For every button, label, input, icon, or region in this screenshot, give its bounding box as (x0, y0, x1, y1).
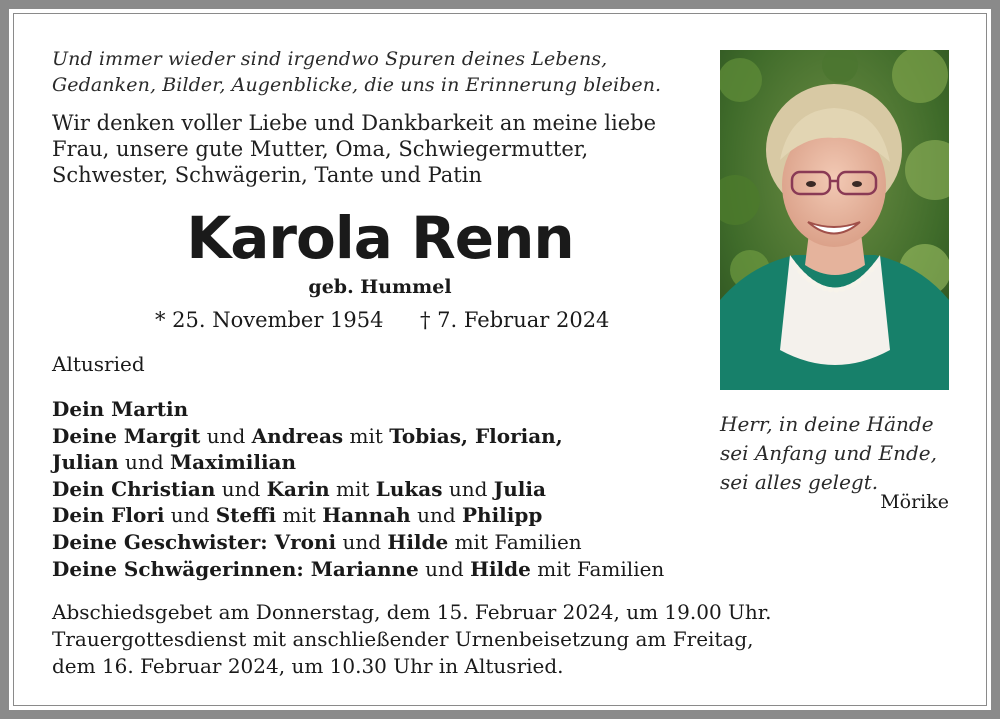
portrait-photo (720, 50, 949, 390)
service-line: Abschiedsgebet am Donnerstag, dem 15. Februar 2024, um 19.00 Uhr. (52, 600, 772, 624)
quote-line: sei Anfang und Ende, (720, 441, 937, 465)
mourner-line (52, 529, 664, 556)
mourner-connector: mit Familien (448, 529, 582, 554)
mourner-name: Dein Martin (52, 397, 189, 421)
mourner-connector: und (442, 476, 494, 501)
intro-line: Wir denken voller Liebe und Dankbarkeit an meine liebe (52, 111, 657, 135)
mourner-name: Dein Flori (52, 503, 165, 528)
service-line: dem 16. Februar 2024, um 10.30 Uhr in Altusried. (52, 654, 564, 678)
birth-date: * 25. November 1954 (155, 308, 384, 332)
mourner-line (52, 423, 664, 450)
mourner-connector: und (410, 503, 462, 528)
service-info (52, 599, 772, 680)
mourner-line (52, 476, 664, 503)
maiden-name: geb. Hummel (308, 276, 452, 298)
portrait-illustration (720, 50, 949, 390)
intro-line: Frau, unsere gute Mutter, Oma, Schwiegermutter, (52, 137, 589, 161)
mourner-name: Steffi (215, 503, 277, 528)
mourner-line (52, 556, 664, 583)
death-date: † 7. Februar 2024 (420, 308, 610, 332)
mourner-connector: und (418, 556, 471, 581)
mourner-name: Hilde (387, 529, 449, 554)
deceased-name: Karola Renn (186, 204, 574, 272)
intro-text (52, 110, 656, 188)
mourner-line (52, 502, 664, 529)
mourner-name: Andreas (251, 423, 344, 448)
motto-text (52, 46, 661, 98)
mourner-connector: mit (343, 423, 390, 448)
closing-quote (720, 410, 937, 497)
mourner-name: Hilde (470, 556, 531, 581)
mourner-name: Dein Christian (52, 476, 216, 501)
mourner-name: Deine Schwägerinnen: Marianne (52, 556, 419, 581)
mourners-list (52, 396, 664, 582)
motto-line: Und immer wieder sind irgendwo Spuren deines Lebens, (52, 48, 608, 70)
mourner-line (52, 396, 664, 423)
mourner-connector: und (336, 529, 388, 554)
quote-line: sei alles gelegt. (720, 470, 879, 494)
mourner-connector: mit (329, 476, 376, 501)
mourner-name: Lukas (375, 476, 443, 501)
mourner-name: Tobias, Florian, (389, 423, 563, 448)
mourner-name: Julia (493, 476, 546, 501)
mourner-name: Deine Geschwister: Vroni (52, 529, 337, 554)
mourner-connector: mit (276, 503, 323, 528)
place-name: Altusried (52, 352, 145, 376)
quote-line: Herr, in deine Hände (720, 412, 934, 436)
mourner-name: Deine Margit (52, 423, 201, 448)
mourner-name: Julian (52, 450, 119, 475)
mourner-name: Maximilian (169, 450, 297, 475)
mourner-line (52, 449, 664, 476)
mourner-connector: und (200, 423, 252, 448)
mourner-connector: und (164, 503, 216, 528)
intro-line: Schwester, Schwägerin, Tante und Patin (52, 163, 482, 187)
mourner-connector: mit Familien (530, 556, 665, 581)
mourner-name: Karin (266, 476, 330, 501)
motto-line: Gedanken, Bilder, Augenblicke, die uns in Erinnerung bleiben. (52, 74, 662, 96)
mourner-name: Hannah (322, 503, 411, 528)
mourner-name: Philipp (462, 503, 543, 528)
service-line: Trauergottesdienst mit anschließender Urnenbeisetzung am Freitag, (52, 627, 754, 651)
quote-author: Mörike (880, 491, 949, 513)
mourner-connector: und (118, 450, 170, 475)
mourner-connector: und (215, 476, 267, 501)
